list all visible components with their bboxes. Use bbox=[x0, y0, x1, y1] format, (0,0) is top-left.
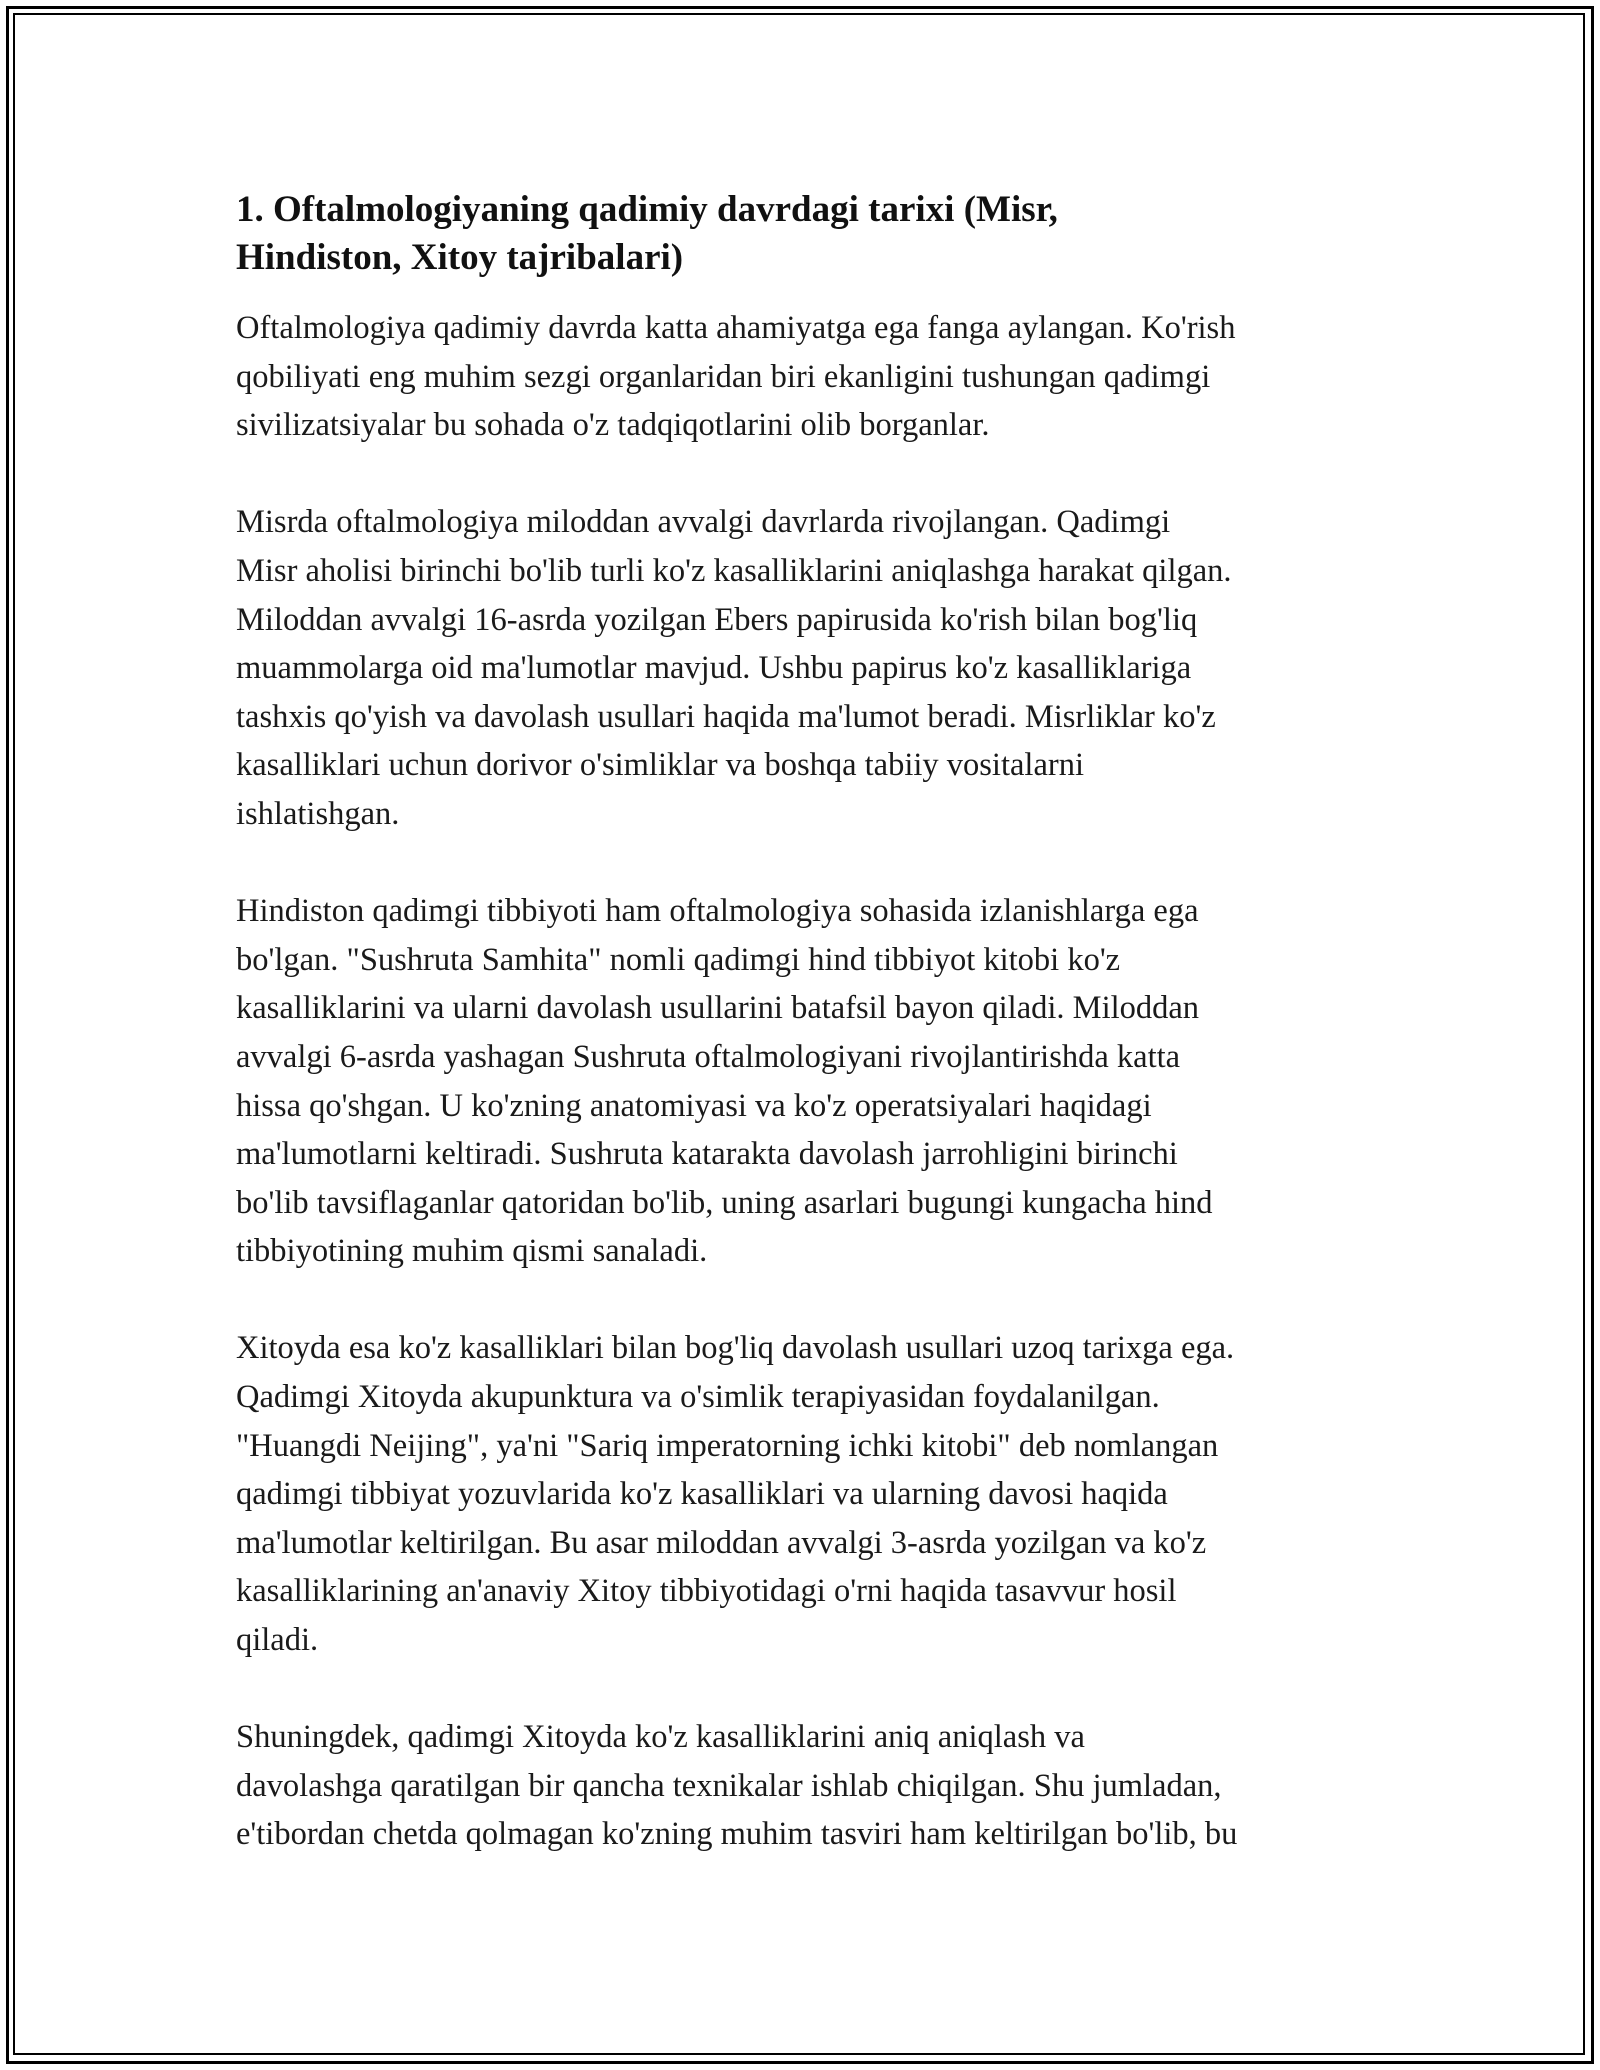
text-line: davolashga qaratilgan bir qancha texnikalar ishlab chiqilgan. Shu jumladan, bbox=[236, 1767, 1222, 1804]
text-line: ma'lumotlarni keltiradi. Sushruta katarakta davolash jarrohligini birinchi bbox=[236, 1136, 1178, 1173]
text-line: kasalliklarining an'anaviy Xitoy tibbiyotidagi o'rni haqida tasavvur hosil bbox=[236, 1573, 1177, 1610]
text-line: bo'lib tavsiflaganlar qatoridan bo'lib, uning asarlari bugungi kungacha hind bbox=[236, 1184, 1213, 1221]
text-line: tibbiyotining muhim qismi sanaladi. bbox=[236, 1233, 708, 1270]
text-line: tashxis qo'yish va davolash usullari haqida ma'lumot beradi. Misrliklar ko'z bbox=[236, 698, 1216, 735]
text-line: Miloddan avvalgi 16-asrda yozilgan Ebers papirusida ko'rish bilan bog'liq bbox=[236, 601, 1198, 638]
text-line: qobiliyati eng muhim sezgi organlaridan biri ekanligini tushungan qadimgi bbox=[236, 358, 1211, 395]
text-line: ishlatishgan. bbox=[236, 795, 400, 832]
document-body bbox=[236, 186, 1366, 1908]
paragraph-egypt bbox=[236, 498, 1366, 838]
text-line: sivilizatsiyalar bu sohada o'z tadqiqotlarini olib borganlar. bbox=[236, 407, 990, 444]
heading-line-2: Hindiston, Xitoy tajribalari) bbox=[236, 237, 684, 278]
text-line: Shuningdek, qadimgi Xitoyda ko'z kasalliklarini aniq aniqlash va bbox=[236, 1719, 1085, 1756]
text-line: hissa qo'shgan. U ko'zning anatomiyasi va ko'z operatsiyalari haqidagi bbox=[236, 1087, 1152, 1124]
text-line: Xitoyda esa ko'z kasalliklari bilan bog'liq davolash usullari uzoq tarixga ega. bbox=[236, 1330, 1235, 1367]
text-line: bo'lgan. "Sushruta Samhita" nomli qadimgi hind tibbiyot kitobi ko'z bbox=[236, 941, 1121, 978]
text-line: Qadimgi Xitoyda akupunktura va o'simlik terapiyasidan foydalanilgan. bbox=[236, 1379, 1160, 1416]
text-line: qadimgi tibbiyat yozuvlarida ko'z kasalliklari va ularning davosi haqida bbox=[236, 1476, 1168, 1513]
text-line: qiladi. bbox=[236, 1622, 319, 1659]
text-line: kasalliklari uchun dorivor o'simliklar va boshqa tabiiy vositalarni bbox=[236, 747, 1084, 784]
text-line: e'tibordan chetda qolmagan ko'zning muhim tasviri ham keltirilgan bo'lib, bu bbox=[236, 1816, 1238, 1853]
text-line: avvalgi 6-asrda yashagan Sushruta oftalmologiyani rivojlantirishda katta bbox=[236, 1038, 1181, 1075]
text-line: muammolarga oid ma'lumotlar mavjud. Ushbu papirus ko'z kasalliklariga bbox=[236, 650, 1192, 687]
text-line: Misrda oftalmologiya miloddan avvalgi davrlarda rivojlangan. Qadimgi bbox=[236, 504, 1171, 541]
text-line: Hindiston qadimgi tibbiyoti ham oftalmologiya sohasida izlanishlarga ega bbox=[236, 893, 1199, 930]
text-line: ma'lumotlar keltirilgan. Bu asar miloddan avvalgi 3-asrda yozilgan va ko'z bbox=[236, 1524, 1207, 1561]
text-line: Misr aholisi birinchi bo'lib turli ko'z kasalliklarini aniqlashga harakat qilgan. bbox=[236, 552, 1232, 589]
paragraph-china bbox=[236, 1324, 1366, 1664]
text-line: kasalliklarini va ularni davolash usullarini batafsil bayon qiladi. Miloddan bbox=[236, 990, 1200, 1027]
section-heading bbox=[236, 186, 1366, 282]
text-line: "Huangdi Neijing", ya'ni "Sariq imperatorning ichki kitobi" deb nomlangan bbox=[236, 1427, 1219, 1464]
paragraph-intro bbox=[236, 304, 1366, 450]
paragraph-india bbox=[236, 887, 1366, 1276]
paragraph-china-techniques bbox=[236, 1713, 1366, 1859]
heading-line-1: 1. Oftalmologiyaning qadimiy davrdagi tarixi (Misr, bbox=[236, 189, 1058, 230]
text-line: Oftalmologiya qadimiy davrda katta ahamiyatga ega fanga aylangan. Ko'rish bbox=[236, 310, 1236, 346]
